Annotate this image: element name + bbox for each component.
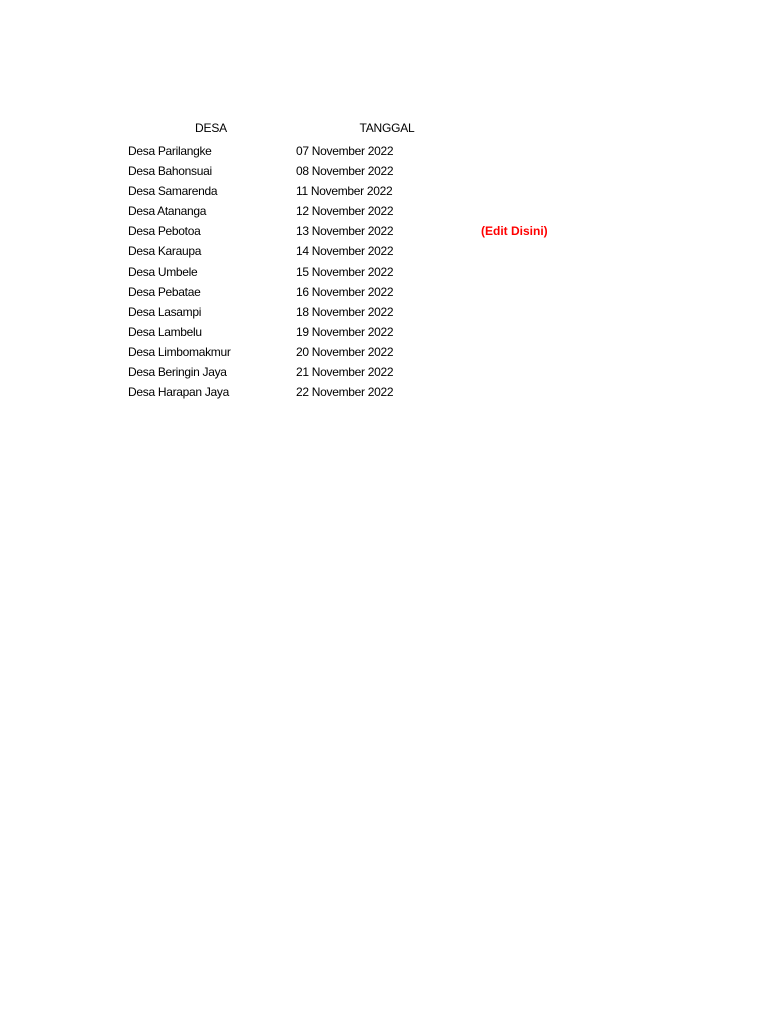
cell-desa: Desa Lambelu [128, 324, 202, 339]
cell-desa: Desa Umbele [128, 264, 198, 279]
cell-tanggal: 21 November 2022 [296, 365, 394, 380]
cell-tanggal: 08 November 2022 [296, 164, 394, 179]
table-row [128, 362, 568, 382]
cell-tanggal: 19 November 2022 [296, 324, 394, 339]
header-desa: DESA [195, 121, 227, 135]
cell-desa: Desa Atananga [128, 204, 207, 219]
cell-tanggal: 13 November 2022 [296, 224, 394, 239]
edit-note: (Edit Disini) [481, 224, 548, 239]
table-row [128, 201, 568, 221]
cell-tanggal: 22 November 2022 [296, 385, 394, 400]
cell-tanggal: 11 November 2022 [296, 184, 393, 199]
cell-desa: Desa Samarenda [128, 184, 218, 199]
cell-tanggal: 14 November 2022 [296, 244, 394, 259]
cell-tanggal: 20 November 2022 [296, 344, 394, 359]
cell-desa: Desa Harapan Jaya [128, 385, 229, 400]
table-row [128, 382, 568, 402]
header-tanggal: TANGGAL [359, 121, 415, 135]
cell-tanggal: 12 November 2022 [296, 204, 394, 219]
cell-desa: Desa Lasampi [128, 304, 202, 319]
table-row [128, 322, 568, 342]
table-row [128, 221, 568, 241]
cell-tanggal: 16 November 2022 [296, 284, 394, 299]
table-row [128, 161, 568, 181]
table-row [128, 141, 568, 161]
cell-desa: Desa Parilangke [128, 144, 212, 158]
cell-desa: Desa Pebatae [128, 284, 201, 299]
cell-desa: Desa Bahonsuai [128, 164, 212, 179]
table-row [128, 342, 568, 362]
table-row [128, 181, 568, 201]
cell-desa: Desa Beringin Jaya [128, 365, 227, 380]
village-schedule-table [128, 141, 568, 402]
table-row [128, 302, 568, 322]
table-row [128, 262, 568, 282]
cell-desa: Desa Karaupa [128, 244, 202, 259]
cell-desa: Desa Pebotoa [128, 224, 201, 239]
cell-tanggal: 15 November 2022 [296, 264, 394, 279]
table-row [128, 241, 568, 261]
cell-tanggal: 18 November 2022 [296, 304, 394, 319]
cell-tanggal: 07 November 2022 [296, 144, 394, 158]
cell-desa: Desa Limbomakmur [128, 344, 231, 359]
table-row [128, 282, 568, 302]
